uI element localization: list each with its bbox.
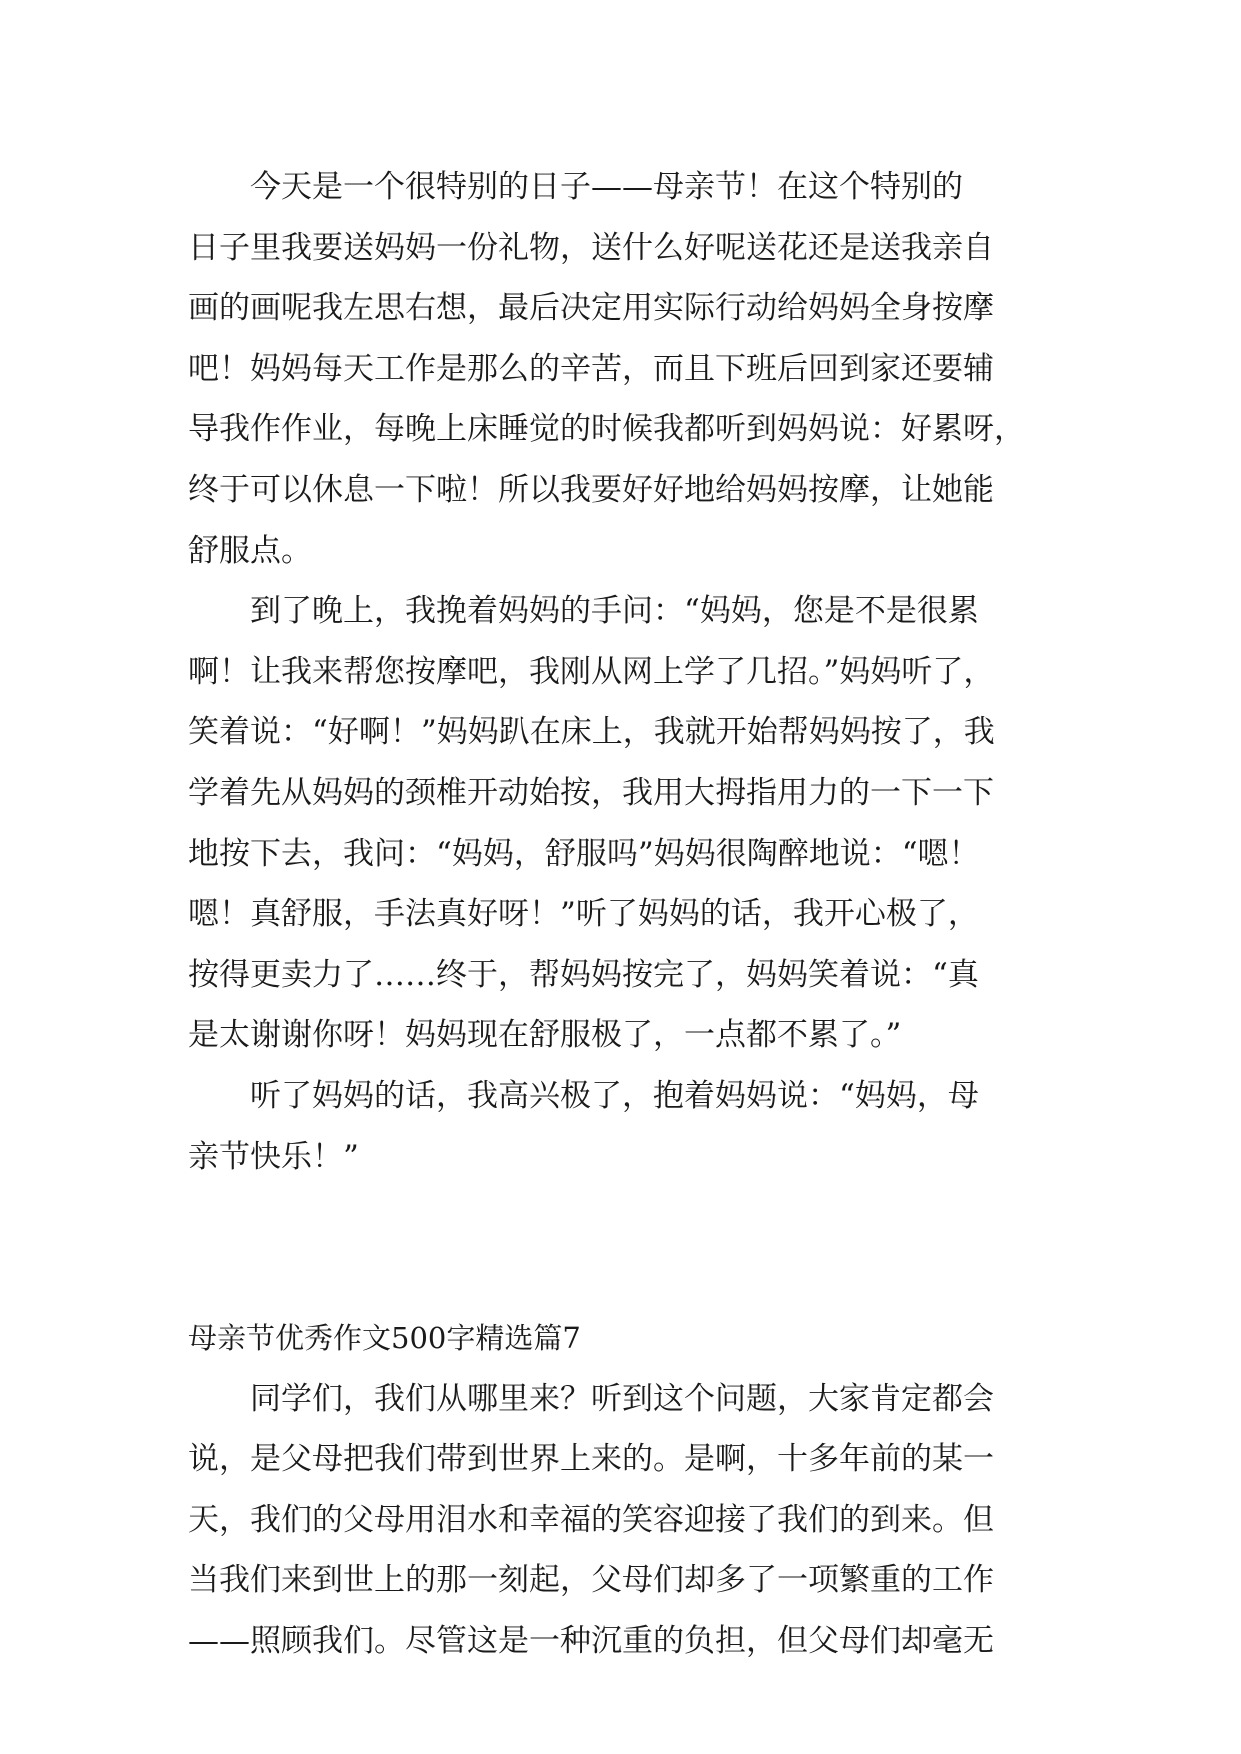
paragraph-line: 是太谢谢你呀！妈妈现在舒服极了，一点都不累了。” <box>188 1017 902 1054</box>
paragraph-line: 当我们来到世上的那一刻起，父母们却多了一项繁重的工作 <box>188 1562 994 1599</box>
paragraph-line: ——照顾我们。尽管这是一种沉重的负担，但父母们却毫无 <box>188 1623 994 1660</box>
paragraph-2 <box>188 581 1068 1066</box>
paragraph-line: 听了妈妈的话，我高兴极了，抱着妈妈说：“妈妈，母 <box>250 1077 979 1114</box>
paragraph-line: 舒服点。 <box>188 532 312 569</box>
paragraph-line: 到了晚上，我挽着妈妈的手问：“妈妈，您是不是很累 <box>250 593 979 630</box>
paragraph-line: 按得更卖力了……终于，帮妈妈按完了，妈妈笑着说：“真 <box>188 956 979 993</box>
paragraph-line: 笑着说：“好啊！”妈妈趴在床上，我就开始帮妈妈按了，我 <box>188 714 995 751</box>
paragraph-line: 导我作作业，每晚上床睡觉的时候我都听到妈妈说：好累呀， <box>188 411 1025 448</box>
paragraph-line: 地按下去，我问：“妈妈，舒服吗”妈妈很陶醉地说：“嗯！ <box>188 835 980 872</box>
document-body <box>188 157 1068 1672</box>
paragraph-line: 吧！妈妈每天工作是那么的辛苦，而且下班后回到家还要辅 <box>188 350 994 387</box>
paragraph-line: 啊！让我来帮您按摩吧，我刚从网上学了几招。”妈妈听了， <box>188 653 995 690</box>
paragraph-1 <box>188 157 1068 581</box>
paragraph-line: 今天是一个很特别的日子——母亲节！在这个特别的 <box>250 169 963 205</box>
paragraph-line: 同学们，我们从哪里来？听到这个问题，大家肯定都会 <box>250 1380 994 1417</box>
paragraph-line: 终于可以休息一下啦！所以我要好好地给妈妈按摩，让她能 <box>188 471 994 508</box>
section-gap <box>188 1187 1068 1308</box>
paragraph-line: 日子里我要送妈妈一份礼物，送什么好呢送花还是送我亲自 <box>188 229 994 266</box>
paragraph-line: 嗯！真舒服，手法真好呀！”听了妈妈的话，我开心极了， <box>188 896 979 933</box>
paragraph-4 <box>188 1369 1068 1672</box>
paragraph-line: 说，是父母把我们带到世界上来的。是啊，十多年前的某一 <box>188 1441 994 1478</box>
paragraph-line: 天，我们的父母用泪水和幸福的笑容迎接了我们的到来。但 <box>188 1501 994 1538</box>
paragraph-line: 画的画呢我左思右想，最后决定用实际行动给妈妈全身按摩 <box>188 290 994 327</box>
section-heading: 母亲节优秀作文500字精选篇7 <box>188 1321 581 1356</box>
paragraph-line: 亲节快乐！” <box>188 1138 359 1175</box>
paragraph-3 <box>188 1066 1068 1187</box>
paragraph-line: 学着先从妈妈的颈椎开动始按，我用大拇指用力的一下一下 <box>188 774 994 811</box>
